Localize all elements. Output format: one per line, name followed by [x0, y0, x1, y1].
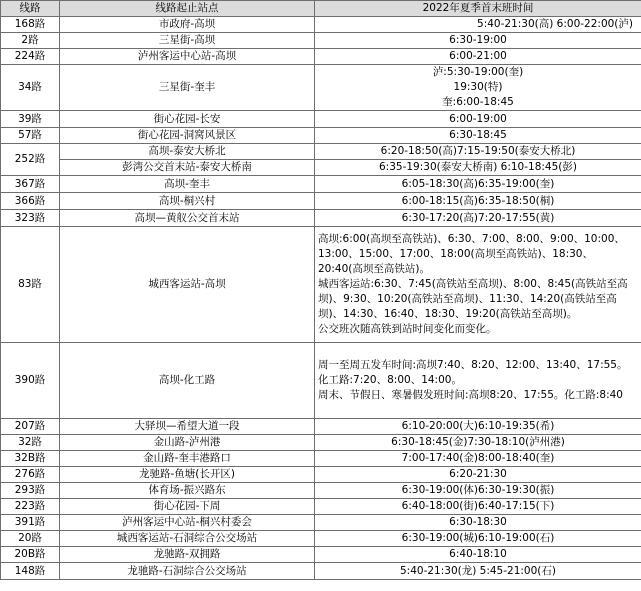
line-number: 168路	[1, 17, 60, 33]
table-row	[1, 343, 641, 419]
header-row	[1, 1, 641, 17]
route-times: 6:30-19:00(体)6:30-19:30(振)	[315, 483, 641, 499]
route-times	[315, 65, 641, 111]
line-number: 39路	[1, 111, 60, 128]
time-line: 公交班次随高铁到站时间变化而变化。	[318, 323, 497, 335]
route-stops: 龙驰路-石洞综合公交场站	[60, 563, 315, 580]
time-line: 周一至周五发车时间:高坝7:40、8:20、12:00、13:40、17:55。化工路:7:20、8:00、14:00。	[318, 359, 628, 386]
table-row	[1, 531, 641, 547]
table-row	[1, 451, 641, 467]
table-row	[1, 483, 641, 499]
route-stops: 街心花园-洞窝风景区	[60, 128, 315, 144]
line-number: 224路	[1, 49, 60, 65]
route-times: 6:00-19:00	[315, 111, 641, 128]
time-line: 周末、节假日、寒暑假发班时间:高坝8:20、17:55。化工路:8:40	[318, 389, 623, 401]
route-stops: 彭湾公交首末站-泰安大桥南	[60, 160, 315, 176]
route-times	[315, 343, 641, 419]
route-times: 6:40-18:00(街)6:40-17:15(下)	[315, 499, 641, 515]
route-stops: 龙驰路-鱼塘(长开区)	[60, 467, 315, 483]
route-times: 6:30-19:00(城)6:10-19:00(石)	[315, 531, 641, 547]
route-stops: 城西客运站-石洞综合公交场站	[60, 531, 315, 547]
table-row	[1, 49, 641, 65]
route-stops: 泸州客运中心站-桐兴村委会	[60, 515, 315, 531]
time-line: 城西客运站:6:30、7:45(高铁站至高坝)、8:00、8:45(高铁站至高坝)、9:30、10:20(高铁站至高坝)、11:30、14:20(高铁站至高坝)、14:30、16:40、18:30、19:20(高铁站至高坝)。	[318, 278, 628, 320]
route-stops: 街心花园-下周	[60, 499, 315, 515]
table-row	[1, 193, 641, 210]
table-row	[1, 227, 641, 343]
route-times: 6:20-21:30	[315, 467, 641, 483]
line-number: 57路	[1, 128, 60, 144]
time-line: 高坝:6:00(高坝至高铁站)、6:30、7:00、8:00、9:00、10:00、13:00、15:00、17:00、18:00(高坝至高铁站)、18:30、20:40(高坝至高铁站)。	[318, 233, 625, 275]
route-times: 6:00-21:00	[315, 49, 641, 65]
route-stops: 三星街-奎丰	[60, 65, 315, 111]
table-row	[1, 33, 641, 49]
route-times: 6:10-20:00(大)6:10-19:35(希)	[315, 419, 641, 435]
time-line: 奎:6:00-18:45	[442, 96, 514, 108]
line-number: 83路	[1, 227, 60, 343]
route-stops: 金山路-泸州港	[60, 435, 315, 451]
route-times: 6:30-18:45(金)7:30-18:10(泸州港)	[315, 435, 641, 451]
line-number: 148路	[1, 563, 60, 580]
route-times: 7:00-17:40(金)8:00-18:40(奎)	[315, 451, 641, 467]
route-times: 6:30-17:20(高)7:20-17:55(黄)	[315, 210, 641, 227]
line-number: 207路	[1, 419, 60, 435]
route-stops: 城西客运站-高坝	[60, 227, 315, 343]
route-stops: 泸州客运中心站-高坝	[60, 49, 315, 65]
time-line: 19:30(特)	[453, 81, 503, 93]
route-times: 5:40-21:30(高) 6:00-22:00(泸)	[315, 17, 641, 33]
time-line: 泸:5:30-19:00(奎)	[432, 66, 524, 78]
line-number: 276路	[1, 467, 60, 483]
line-number: 32路	[1, 435, 60, 451]
table-row	[1, 17, 641, 33]
line-number: 366路	[1, 193, 60, 210]
route-times: 6:30-18:45	[315, 128, 641, 144]
route-stops: 高坝-化工路	[60, 343, 315, 419]
table-row	[1, 210, 641, 227]
table-row	[1, 435, 641, 451]
table-row	[1, 144, 641, 160]
line-number: 323路	[1, 210, 60, 227]
line-number: 390路	[1, 343, 60, 419]
line-number: 223路	[1, 499, 60, 515]
table-row	[1, 515, 641, 531]
table-row	[1, 499, 641, 515]
route-stops: 三星街-高坝	[60, 33, 315, 49]
route-times: 6:40-18:10	[315, 547, 641, 563]
table-row	[1, 563, 641, 580]
line-number: 252路	[1, 144, 60, 176]
route-stops: 金山路-奎丰港路口	[60, 451, 315, 467]
table-row	[1, 111, 641, 128]
route-stops: 体育场-振兴路东	[60, 483, 315, 499]
line-number: 367路	[1, 176, 60, 193]
route-stops: 高坝-奎丰	[60, 176, 315, 193]
route-stops: 龙驰路-双拥路	[60, 547, 315, 563]
route-stops: 街心花园-长安	[60, 111, 315, 128]
header-line: 线路	[1, 1, 60, 17]
route-times: 6:30-18:30	[315, 515, 641, 531]
route-stops: 高坝-桐兴村	[60, 193, 315, 210]
route-stops: 大驿坝—希望大道一段	[60, 419, 315, 435]
line-number: 391路	[1, 515, 60, 531]
route-times	[315, 227, 641, 343]
line-number: 20路	[1, 531, 60, 547]
table-row	[1, 467, 641, 483]
route-stops: 高坝-泰安大桥北	[60, 144, 315, 160]
table-row	[1, 419, 641, 435]
route-stops: 市政府-高坝	[60, 17, 315, 33]
route-times: 6:30-19:00	[315, 33, 641, 49]
line-number: 20B路	[1, 547, 60, 563]
route-times: 6:00-18:15(高)6:35-18:50(桐)	[315, 193, 641, 210]
route-times: 6:05-18:30(高)6:35-19:00(奎)	[315, 176, 641, 193]
route-stops: 高坝—黄舣公交首末站	[60, 210, 315, 227]
table-row	[1, 547, 641, 563]
route-times: 6:35-19:30(泰安大桥南) 6:10-18:45(彭)	[315, 160, 641, 176]
route-times: 5:40-21:30(龙) 5:45-21:00(石)	[315, 563, 641, 580]
table-row	[1, 176, 641, 193]
header-stops: 线路起止站点	[60, 1, 315, 17]
table-row	[1, 65, 641, 111]
line-number: 293路	[1, 483, 60, 499]
line-number: 2路	[1, 33, 60, 49]
header-times: 2022年夏季首末班时间	[315, 1, 641, 17]
route-times: 6:20-18:50(高)7:15-19:50(泰安大桥北)	[315, 144, 641, 160]
line-number: 32B路	[1, 451, 60, 467]
table-row	[1, 160, 641, 176]
line-number: 34路	[1, 65, 60, 111]
table-row	[1, 128, 641, 144]
